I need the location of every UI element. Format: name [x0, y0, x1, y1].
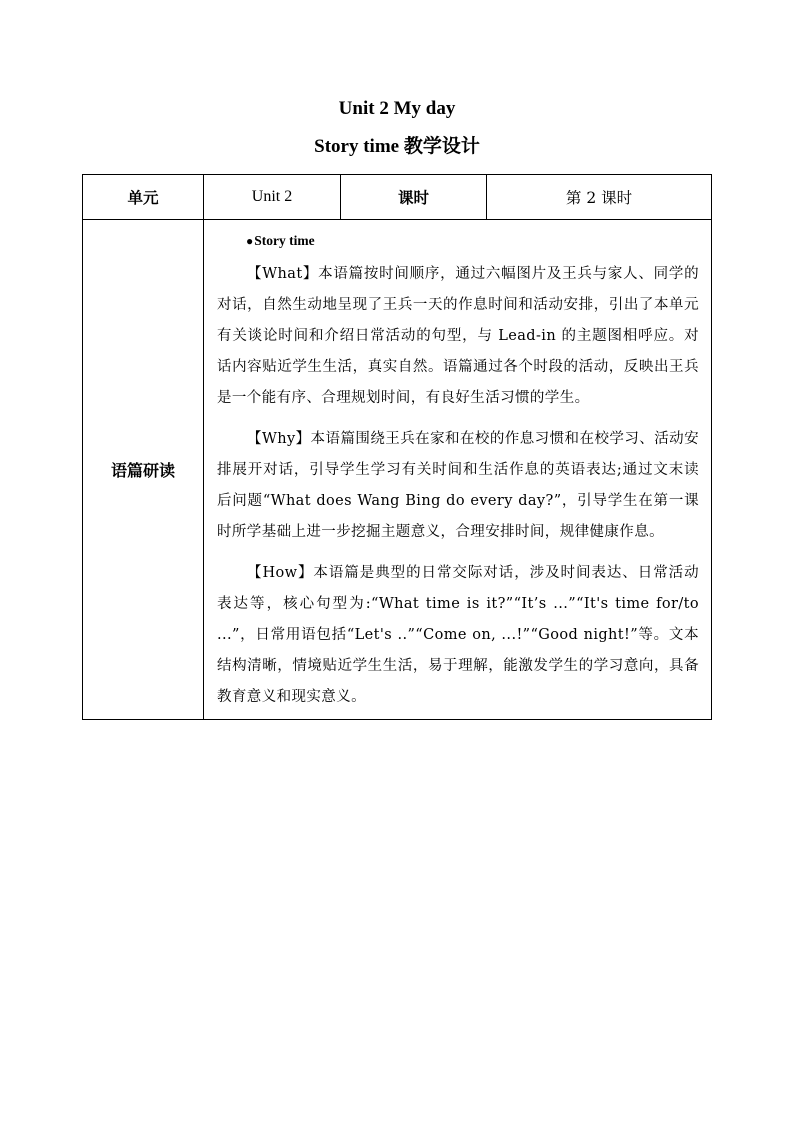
table-header-row: [83, 175, 712, 220]
how-paragraph: 【How】本语篇是典型的日常交际对话，涉及时间表达、日常活动表达等，核心句型为:“What time is it?”“It’s ...”“It's time for/to ...”，日常用语包括“Let's ..”“Come on, ...!”“Good night!”等。文本结构清晰，情境贴近学生生活，易于理解，能激发学生的学习意向，具备教育意义和现实意义。: [217, 565, 699, 705]
unit-value-cell: Unit 2: [204, 175, 341, 220]
section-label-cell: 语篇研读: [83, 220, 204, 720]
bullet-heading: [217, 231, 699, 251]
section-content-cell: [204, 220, 712, 720]
bullet-heading-text: Story time: [254, 233, 315, 248]
document-title: Unit 2 My day: [338, 98, 456, 119]
bullet-icon: ●: [246, 234, 254, 248]
what-paragraph: 【What】本语篇按时间顺序，通过六幅图片及王兵与家人、同学的对话，自然生动地呈现了王兵一天的作息时间和活动安排，引出了本单元有关谈论时间和介绍日常活动的句型，与 Lead-in 的主题图相呼应。对话内容贴近学生生活，真实自然。语篇通过各个时段的活动，反映出王兵是一个能有序、合理规划时间，有良好生活习惯的学生。: [217, 266, 699, 406]
period-label-cell: 课时: [341, 175, 487, 220]
lesson-design-table: [82, 174, 712, 720]
period-value-cell: 第 2 课时: [487, 175, 712, 220]
text-analysis-row: [83, 220, 712, 720]
unit-label-cell: 单元: [83, 175, 204, 220]
document-subtitle: Story time 教学设计: [314, 136, 480, 157]
why-paragraph: 【Why】本语篇围绕王兵在家和在校的作息习惯和在校学习、活动安排展开对话，引导学生学习有关时间和生活作息的英语表达;通过文末读后问题“What does Wang Bing do every day?”，引导学生在第一课时所学基础上进一步挖掘主题意义，合理安排时间，规律健康作息。: [217, 431, 699, 540]
